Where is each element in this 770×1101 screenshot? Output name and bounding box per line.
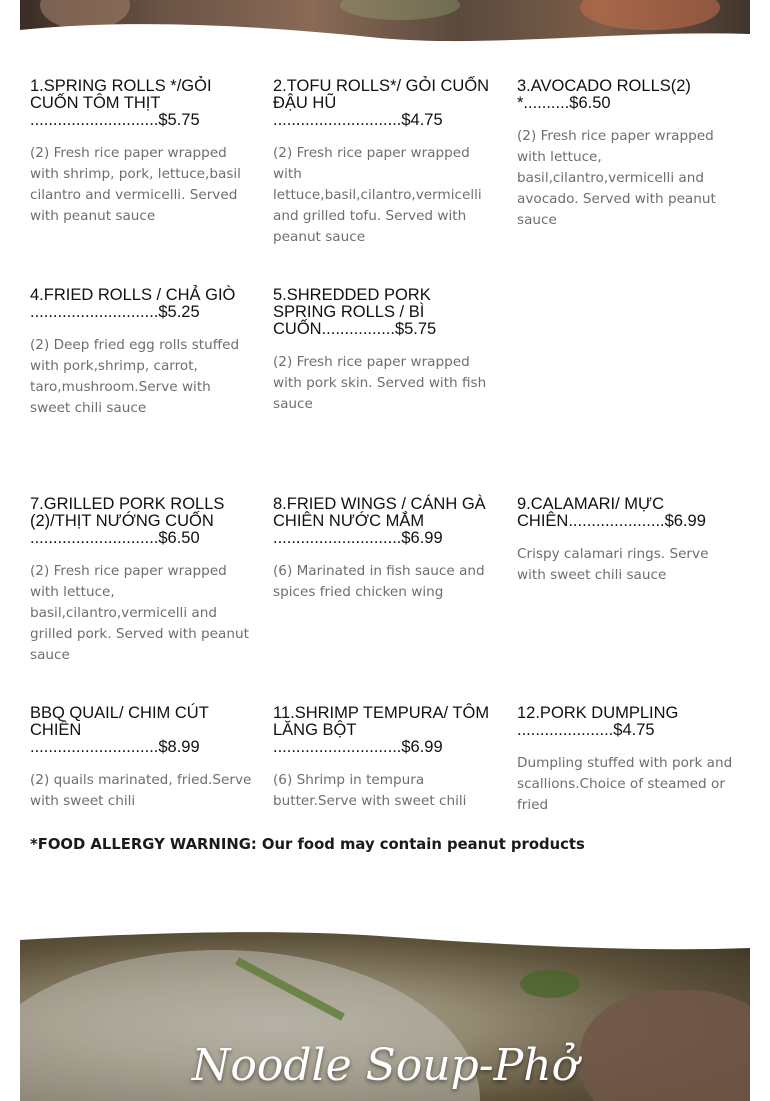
menu-item-bbq-quail [30, 705, 254, 812]
menu-item-description: Crispy calamari rings. Serve with sweet chili sauce [517, 546, 709, 583]
menu-item-tofu-rolls [273, 78, 497, 248]
menu-item-description: (2) Fresh rice paper wrapped with shrimp, pork, lettuce,basil cilantro and vermicelli. Served with peanut sauce [30, 145, 241, 224]
menu-row [30, 705, 740, 914]
menu-item-pork-dumpling [517, 705, 741, 816]
menu-item-title: BBQ QUAIL/ CHIM CÚT CHIÊN ............................$8.99 [30, 704, 209, 756]
menu-item-grilled-pork-rolls [30, 496, 254, 666]
menu-item-title: 7.GRILLED PORK ROLLS (2)/THỊT NƯỚNG CUỐN ............................$6.50 [30, 495, 225, 547]
menu-item-shredded-pork-rolls [273, 287, 497, 415]
menu-item-fried-wings [273, 496, 497, 603]
menu-item-title: 1.SPRING ROLLS */GỎI CUỐN TÔM THỊT ............................$5.75 [30, 77, 212, 129]
menu-item-title: 4.FRIED ROLLS / CHẢ GIÒ ............................$5.25 [30, 286, 236, 321]
menu-item-avocado-rolls [517, 78, 741, 231]
menu-item-description: (2) Fresh rice paper wrapped with pork skin. Served with fish sauce [273, 354, 487, 412]
menu-row [30, 496, 740, 705]
wave-divider-top [20, 0, 750, 42]
section-title: Noodle Soup-Phở [191, 1040, 579, 1091]
noodle-soup-section-banner [20, 930, 750, 1101]
menu-item-title: 3.AVOCADO ROLLS(2) *..........$6.50 [517, 77, 691, 112]
menu-item-fried-rolls [30, 287, 254, 419]
menu-item-title: 2.TOFU ROLLS*/ GỎI CUỐN ĐẬU HŨ ............................$4.75 [273, 77, 490, 129]
menu-item-title: 12.PORK DUMPLING .....................$4.75 [517, 704, 679, 739]
top-food-photo [20, 0, 750, 42]
menu-item-description: (2) Fresh rice paper wrapped with lettuce, basil,cilantro,vermicelli and grilled pork. Served with peanut sauce [30, 563, 249, 663]
menu-item-title: 11.SHRIMP TEMPURA/ TÔM LĂNG BỘT ............................$6.99 [273, 704, 490, 756]
menu-item-description: (2) quails marinated, fried.Serve with sweet chili [30, 772, 252, 809]
menu-item-description: (2) Fresh rice paper wrapped with lettuce,basil,cilantro,vermicelli and grilled tofu. Served with peanut sauce [273, 145, 482, 245]
menu-item-description: (6) Marinated in fish sauce and spices fried chicken wing [273, 563, 485, 600]
menu-item-title: 5.SHREDDED PORK SPRING ROLLS / BÌ CUỐN................$5.75 [273, 286, 437, 338]
menu-item-description: (2) Deep fried egg rolls stuffed with pork,shrimp, carrot, taro,mushroom.Serve with sweet chili sauce [30, 337, 240, 416]
menu-item-description: (6) Shrimp in tempura butter.Serve with sweet chili [273, 772, 467, 809]
wave-divider-bottom [20, 930, 750, 954]
menu-item-description: Dumpling stuffed with pork and scallions.Choice of steamed or fried [517, 755, 733, 813]
menu-item-title: 8.FRIED WINGS / CÁNH GÀ CHIÊN NƯỚC MẮM ............................$6.99 [273, 495, 486, 547]
menu-item-title: 9.CALAMARI/ MỰC CHIÊN.....................$6.99 [517, 495, 706, 530]
menu-item-description: (2) Fresh rice paper wrapped with lettuce, basil,cilantro,vermicelli and avocado. Served with peanut sauce [517, 128, 716, 228]
menu-row [30, 287, 740, 496]
menu-item-shrimp-tempura [273, 705, 497, 812]
appetizer-menu-grid [30, 78, 740, 914]
allergy-warning: *FOOD ALLERGY WARNING: Our food may contain peanut products [30, 836, 585, 853]
menu-row [30, 78, 740, 287]
menu-item-spring-rolls [30, 78, 254, 227]
menu-item-calamari [517, 496, 741, 586]
